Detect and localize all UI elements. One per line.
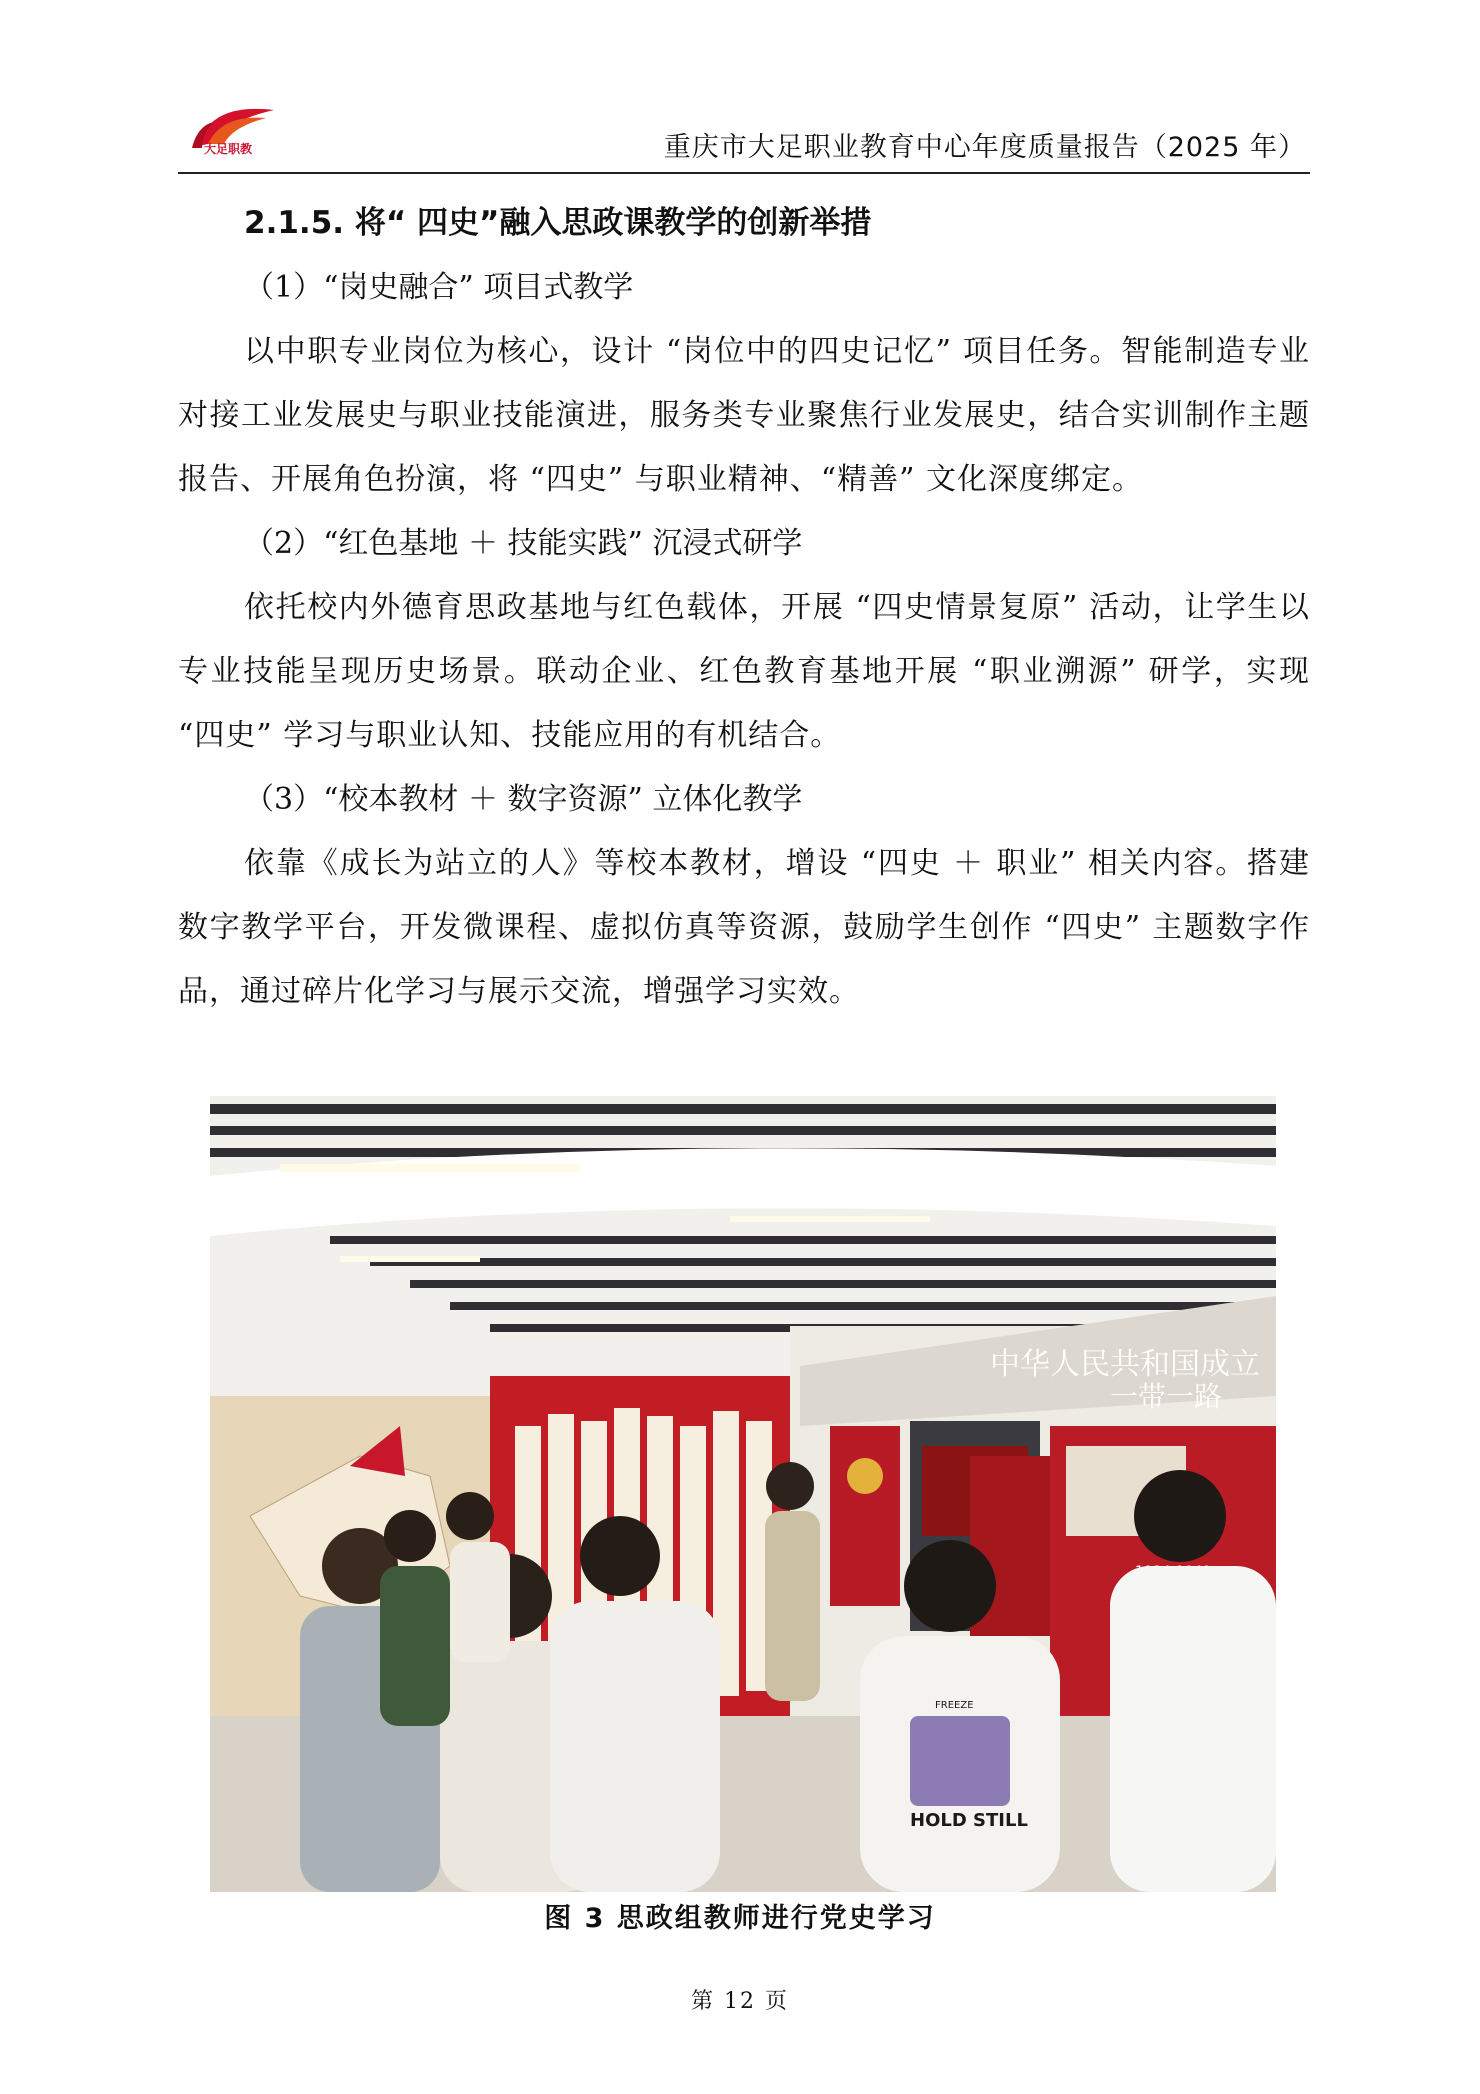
item-heading-2: （2）“红色基地 ＋ 技能实践” 沉浸式研学 xyxy=(244,526,803,561)
item-paragraph-2: 依托校内外德育思政基地与红色载体，开展 “四史情景复原” 活动，让学生以专业技能呈现历史场景。联动企业、红色教育基地开展 “职业溯源” 研学，实现 “四史” 学习与职业认知、技能应用的有机结合。 xyxy=(178,590,1310,753)
photo-illustration xyxy=(210,1096,1276,1892)
section-title: 2.1.5. 将“ 四史”融入思政课教学的创新举措 xyxy=(244,205,872,241)
page-header xyxy=(178,92,1310,174)
item-heading-1: （1）“岗史融合” 项目式教学 xyxy=(244,270,634,305)
item-heading-3: （3）“校本教材 ＋ 数字资源” 立体化教学 xyxy=(244,782,803,817)
main-content xyxy=(178,190,1310,1024)
school-logo-icon xyxy=(178,102,288,168)
report-title: 重庆市大足职业教育中心年度质量报告（2025 年） xyxy=(663,132,1306,163)
logo-text: 大足职教 xyxy=(204,142,253,156)
exhibition-photo xyxy=(210,1096,1276,1892)
shirt-text-2: HOLD STILL xyxy=(910,1810,1028,1831)
item-paragraph-3: 依靠《成长为站立的人》等校本教材，增设 “四史 ＋ 职业” 相关内容。搭建数字教学平台，开发微课程、虚拟仿真等资源，鼓励学生创作 “四史” 主题数字作品，通过碎片化学习与展示交流，增强学习实效。 xyxy=(178,846,1310,1009)
wall-text-2: 一带一路 xyxy=(1110,1380,1223,1413)
page-number: 第 12 页 xyxy=(691,1989,789,2014)
figure-caption: 图 3 思政组教师进行党史学习 xyxy=(544,1903,936,1934)
item-paragraph-1: 以中职专业岗位为核心，设计 “岗位中的四史记忆” 项目任务。智能制造专业对接工业发展史与职业技能演进，服务类专业聚焦行业发展史，结合实训制作主题报告、开展角色扮演，将 “四史” 与职业精神、“精善” 文化深度绑定。 xyxy=(178,334,1310,497)
wall-text-1: 中华人民共和国成立 xyxy=(990,1347,1260,1382)
shirt-text-1: FREEZE xyxy=(935,1700,974,1711)
